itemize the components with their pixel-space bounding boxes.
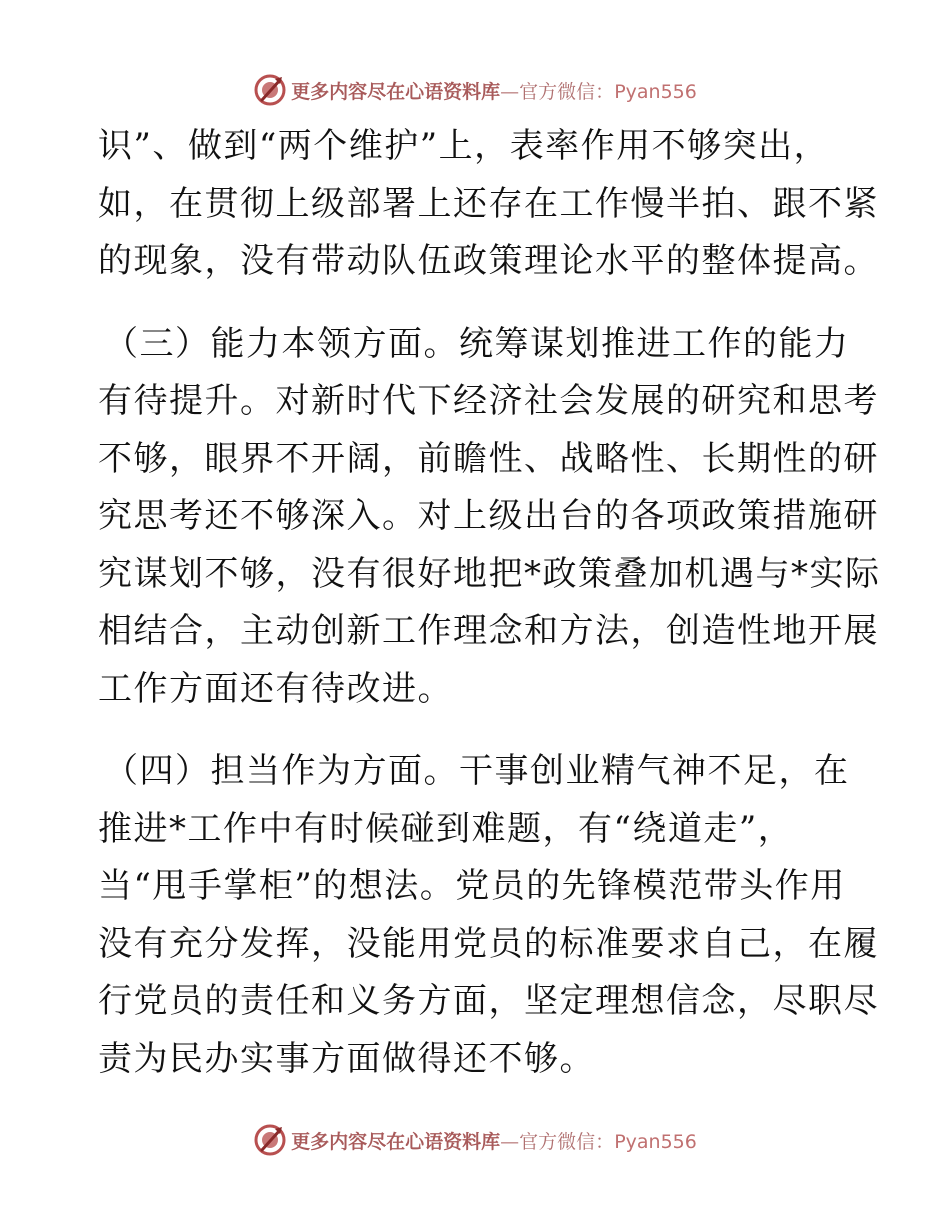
watermark-label: 官方微信：	[519, 1130, 615, 1153]
document-body	[98, 118, 881, 1088]
text-line: 当“甩手掌柜”的想法。党员的先锋模范带头作用	[98, 866, 846, 906]
text-line: （三）能力本领方面。统筹谋划推进工作的能力	[104, 323, 850, 364]
text-line: 有待提升。对新时代下经济社会发展的研究和思考	[98, 381, 879, 421]
paragraph-responsibility	[98, 743, 879, 1088]
header-watermark	[0, 70, 950, 110]
text-line: 究思考还不够深入。对上级出台的各项政策措施研	[98, 496, 879, 536]
paragraph-ability	[98, 316, 881, 719]
text-line: 没有充分发挥，没能用党员的标准要求自己，在履	[98, 923, 879, 964]
text-line: 识”、做到“两个维护”上，表率作用不够突出，	[98, 126, 830, 166]
quill-logo-icon	[253, 73, 287, 107]
paragraph-continuation	[98, 118, 879, 291]
text-line: 行党员的责任和义务方面，坚定理想信念，尽职尽	[98, 981, 879, 1021]
footer-watermark	[0, 1120, 950, 1160]
text-line: 究谋划不够，没有很好地把*政策叠加机遇与*实际	[98, 553, 881, 594]
text-line: 推进*工作中有时候碰到难题，有“绕道走”，	[98, 808, 794, 849]
text-line: 相结合，主动创新工作理念和方法，创造性地开展	[98, 611, 879, 651]
watermark-account: Pyan556	[614, 1130, 697, 1153]
text-line: 的现象，没有带动队伍政策理论水平的整体提高。	[98, 241, 879, 281]
text-line: 责为民办实事方面做得还不够。	[98, 1038, 595, 1079]
watermark-account: Pyan556	[614, 80, 697, 103]
text-line: 如，在贯彻上级部署上还存在工作慢半拍、跟不紧	[98, 183, 879, 224]
watermark-brand: 更多内容尽在心语资料库	[291, 80, 501, 103]
watermark-separator: —	[500, 1130, 520, 1153]
quill-logo-icon	[253, 1123, 287, 1157]
watermark-label: 官方微信：	[519, 80, 615, 103]
watermark-brand: 更多内容尽在心语资料库	[291, 1130, 501, 1153]
text-line: 不够，眼界不开阔，前瞻性、战略性、长期性的研	[98, 438, 879, 479]
text-line: 工作方面还有待改进。	[98, 668, 453, 709]
watermark-separator: —	[500, 80, 520, 103]
text-line: （四）担当作为方面。干事创业精气神不足，在	[104, 751, 850, 791]
